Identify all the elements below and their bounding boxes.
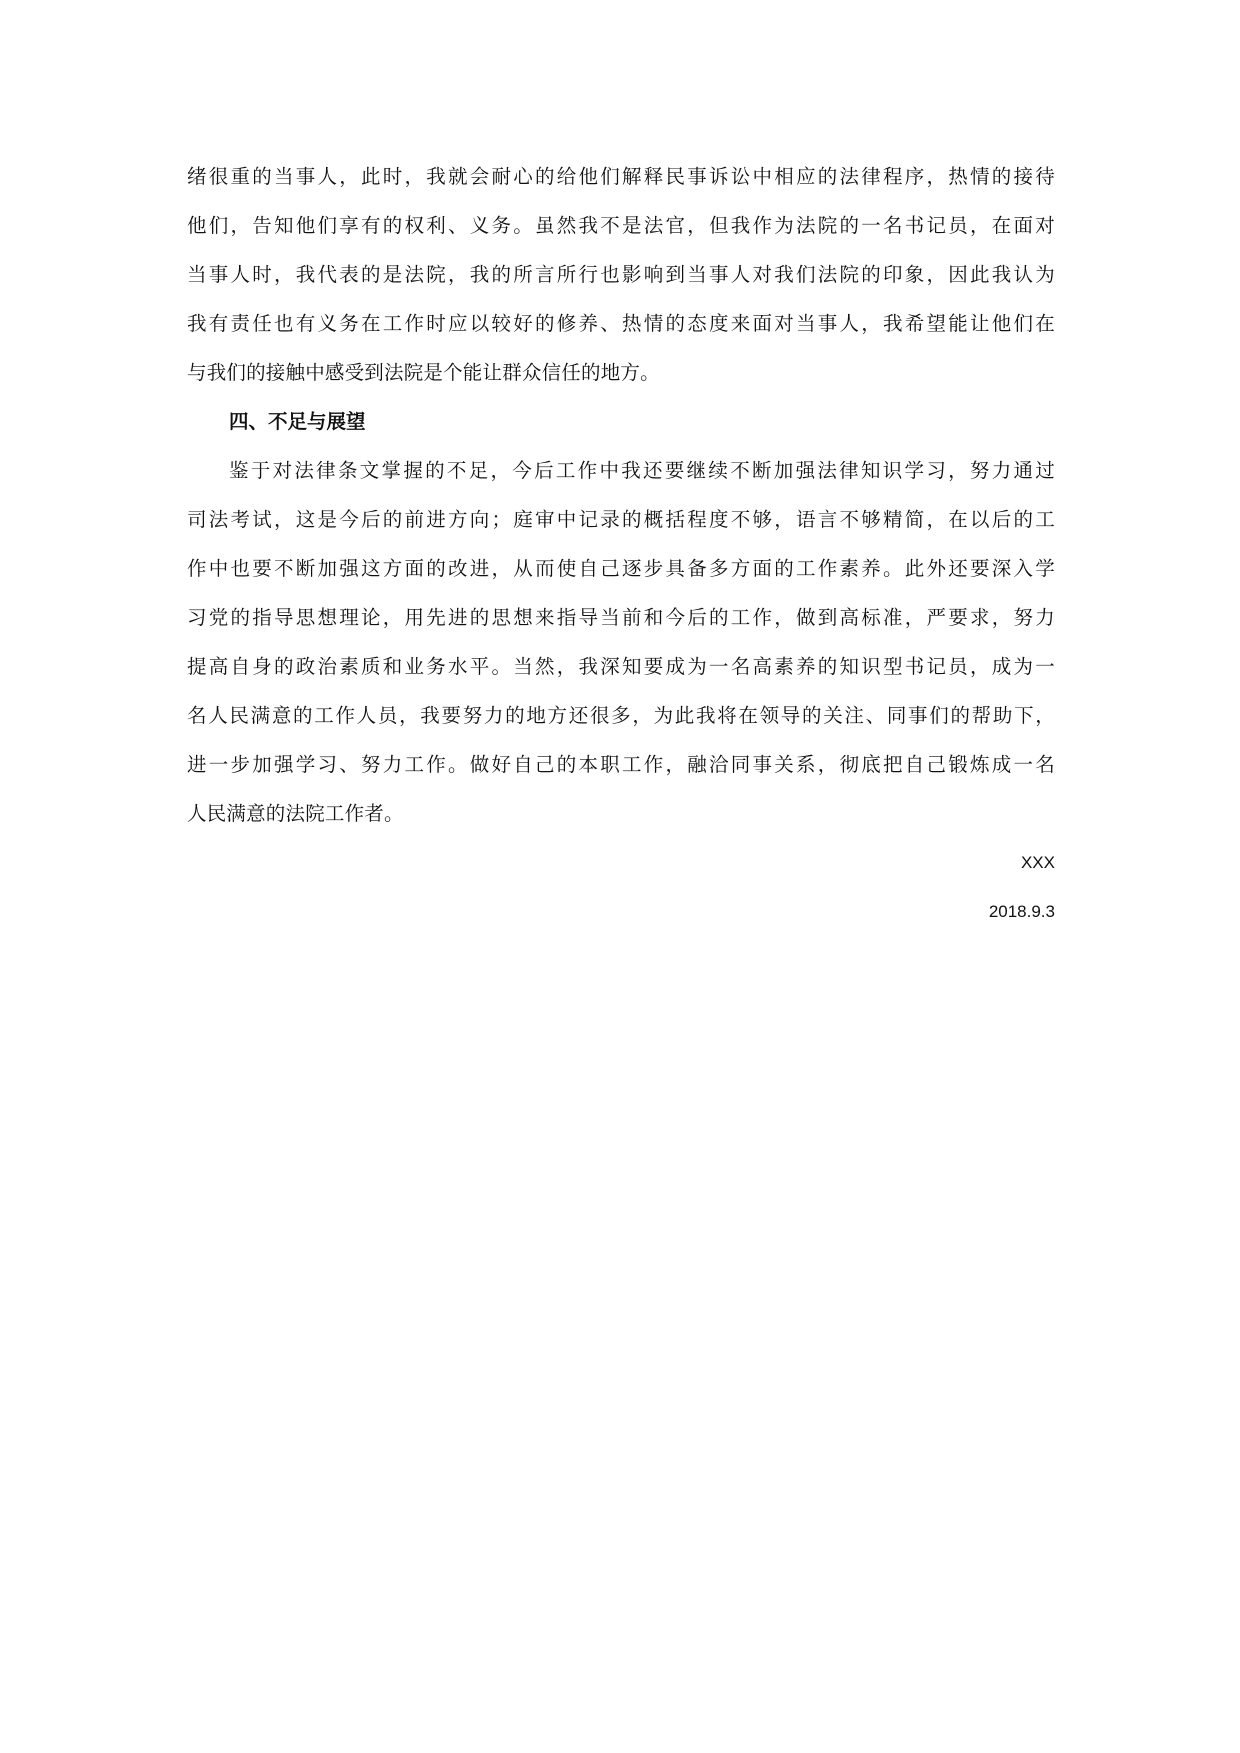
text-line: 我有责任也有义务在工作时应以较好的修养、热情的态度来面对当事人，我希望能让他们在: [187, 312, 1055, 335]
text-line: 绪很重的当事人，此时，我就会耐心的给他们解释民事诉讼中相应的法律程序，热情的接待: [187, 165, 1055, 188]
text-line: 人民满意的法院工作者。: [187, 802, 404, 825]
text-line: 名人民满意的工作人员，我要努力的地方还很多，为此我将在领导的关注、同事们的帮助下，: [187, 704, 1055, 727]
text-line: 与我们的接触中感受到法院是个能让群众信任的地方。: [187, 361, 660, 384]
text-line: 进一步加强学习、努力工作。做好自己的本职工作，融洽同事关系，彻底把自己锻炼成一名: [187, 753, 1055, 776]
section-heading: 四、不足与展望: [229, 410, 366, 433]
document-body: [187, 152, 1055, 936]
text-line: 提高自身的政治素质和业务水平。当然，我深知要成为一名高素养的知识型书记员，成为一: [187, 655, 1055, 678]
text-line: 鉴于对法律条文掌握的不足，今后工作中我还要继续不断加强法律知识学习，努力通过: [229, 459, 1055, 482]
paragraph-shortcomings: [187, 446, 1055, 838]
text-line: 习党的指导思想理论，用先进的思想来指导当前和今后的工作，做到高标准，严要求，努力: [187, 606, 1055, 629]
signature-name: XXX: [1020, 853, 1055, 872]
text-line: 当事人时，我代表的是法院，我的所言所行也影响到当事人对我们法院的印象，因此我认为: [187, 263, 1055, 286]
paragraph-continuation: [187, 152, 1055, 397]
text-line: 作中也要不断加强这方面的改进，从而使自己逐步具备多方面的工作素养。此外还要深入学: [187, 557, 1055, 580]
text-line: 司法考试，这是今后的前进方向；庭审中记录的概括程度不够，语言不够精简，在以后的工: [187, 508, 1055, 531]
signature-date: 2018.9.3: [988, 902, 1055, 921]
text-line: 他们，告知他们享有的权利、义务。虽然我不是法官，但我作为法院的一名书记员，在面对: [187, 214, 1055, 237]
